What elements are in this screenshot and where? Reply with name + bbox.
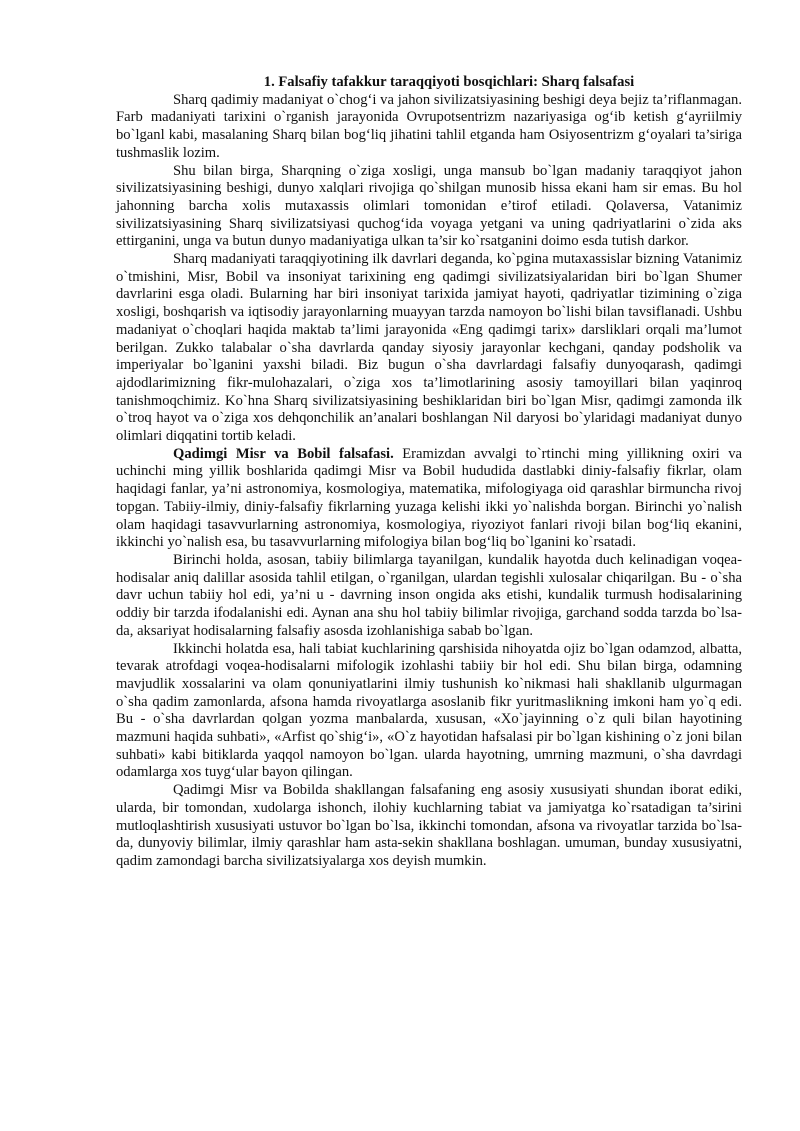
paragraph-text: Eramizdan avvalgi to`rtinchi ming yillikning oxiri va uchinchi ming yillik boshlarida qadimgi Misr va Bobil hududida dastlabki diniy-falsafiy fikrlar, olam haqidagi fanlar, ya’ni astronomiya, kosmologiya, matematika, mifologiyaga oid qarashlar birmuncha rivoj topgan. Tabiiy-ilmiy, diniy-falsafiy fikrlarning yuzaga kelishi ikki yo`nalishda borgan. Birinchi yo`nalish olam haqidagi tasavvurlarning astronomiya, kosmologiya, riyoziyot fanlari rivoji bilan bog‘liq ekanini, ikkinchi yo`nalish esa, bu tasavvurlarning mifologiya bilan bog‘liq bo`lganini ko`rsatadi. [116, 445, 742, 551]
paragraph-4 [116, 446, 742, 552]
paragraph-text: Qadimgi Misr va Bobilda shakllangan falsafaning eng asosiy xususiyati shundan iborat ediki, ularda, bir tomondan, xudolarga ishonch, ilohiy kuchlarning tabiat va jamiyatga ko`rsatadigan ta’sirini mutloqlashtirish xususiyati ustuvor bo`lgan bo`lsa, ikkinchi tomondan, afsona va rivoyatlar tarzida bo`lsa-da, dunyoviy bilimlar, ilmiy qarashlar ham asta-sekin shakllana boshlagan. umuman, bunday xususiyatni, qadim zamondagi barcha sivilizatsiyalarga xos deyish mumkin. [116, 782, 742, 869]
paragraph-6 [116, 641, 742, 783]
paragraph-1 [116, 92, 742, 163]
paragraph-text: Sharq madaniyati taraqqiyotining ilk davrlari deganda, ko`pgina mutaxassislar bizning Vatanimiz o`tmishini, Misr, Bobil va insoniyat tarixining eng qadimgi sivilizatsiyalaridan biri bo`lgan Shumer davrlarini esga oladi. Bularning har biri insoniyat tarixida jamiyat hayoti, qadriyatlar tizimining o`ziga xosligi, boshqarish va iqtisodiy jarayonlarning muayyan tarzda namoyon bo`lishi bilan tavsiflanadi. Ushbu madaniyat o`choqlari haqida maktab ta’limi jarayonida «Eng qadimgi tarix» darsliklari orqali ma’lumot berilgan. Zukko talabalar o`sha davrlarda qanday siyosiy jarayonlar kechgani, qanday podsholik va imperiyalar bo`lganini yaxshi biladi. Biz bugun o`sha davrlardagi falsafiy dunyoqarash, qadimgi ajdodlarimizning fikr-mulohazalari, o`ziga xos ta’limotlarining asosiy tamoyillari bilan yaqinroq tanishmoqchimiz. Ko`hna Sharq sivilizatsiyasining beshiklaridan biri bo`lgan Misr, qadimgi zamonda ilk o`troq hayot va o`ziga xos dehqonchilik an’analari boshlangan Nil daryosi bo`ylaridagi madaniyat dunyo olimlari diqqatini tortib keladi. [116, 251, 742, 445]
paragraph-5 [116, 552, 742, 641]
paragraph-3 [116, 251, 742, 446]
paragraph-text: Sharq qadimiy madaniyat o`chog‘i va jahon sivilizatsiyasining beshigi deya bejiz ta’riflanmagan. Farb madaniyati tarixini o`rganish jarayonida Ovrupotsentrizm nazariyasiga og‘ib ketish g‘ayriilmiy bo`lganl kabi, masalaning Sharq bilan bog‘liq jihatini tahlil etganda ham Osiyosentrizm g‘oyalari ta’siriga tushmaslik lozim. [116, 91, 742, 161]
paragraph-2 [116, 163, 742, 252]
paragraph-text: Birinchi holda, asosan, tabiiy bilimlarga tayanilgan, kundalik hayotda duch kelinadigan voqea-hodisalar aniq dalillar asosida tahlil etilgan, o`rganilgan, ulardan tegishli xulosalar chiqarilgan. Bu - o`sha davr uchun tabiiy hol edi, ya’ni u - davrning inson ongida aks etishi, kundalik turmush hodisalarining oddiy bir tarzda ifodalanishi edi. Aynan ana shu hol tabiiy bilimlar rivojiga, garchand sodda tarzda bo`lsa-da, aksariyat hodisalarning falsafiy asosda izohlanishiga sabab bo`lgan. [116, 551, 742, 639]
paragraph-7 [116, 782, 742, 871]
paragraph-text: Shu bilan birga, Sharqning o`ziga xosligi, unga mansub bo`lgan madaniy taraqqiyot jahon sivilizatsiyasining beshigi, dunyo xalqlari rivojiga qo`shilgan munosib hissa ekani ham sir emas. Bu hol jahonning barcha xolis mutaxassis olimlari tomonidan e’tirof etiladi. Qolaversa, Vatanimiz sivilizatsiyasining Sharq sivilizatsiyasi quchog‘ida voyaga yetgani va uning qadriyatlarini o`zida aks ettirganini, unga va butun dunyo madaniyatiga ulkan ta’sir ko`rsatganini doimo esda tutish darkor. [116, 162, 742, 250]
paragraph-heading: Qadimgi Misr va Bobil falsafasi. [173, 445, 394, 462]
paragraph-text: Ikkinchi holatda esa, hali tabiat kuchlarining qarshisida nihoyatda ojiz bo`lgan odamzod, albatta, tevarak atrofdagi voqea-hodisalarni mifologik izohlashi tabiiy bir hol edi. Shu bilan birga, odamning mavjudlik xossalarini va olam qonuniyatlarini ilmiy tushunish ko`nikmasi hali shakllanib ulgurmagan o`sha qadim zamonlarda, afsona hamda rivoyatlarga asoslanib fikr yuritmaslikning imkoni ham yo`q edi. Bu - o`sha davrlardan qolgan yozma manbalarda, xususan, «Xo`jayinning o`z quli bilan hayotining mazmuni haqida suhbati», «Arfist qo`shig‘i», «O`z hayotidan hafsalasi pir bo`lgan kishining o`z joni bilan suhbati» kabi bitiklarda yaqqol namoyon bo`lgan. ularda hayotning, umrning mazmuni, o`sha davrdagi odamlarga xos tuyg‘ular bayon qilingan. [116, 640, 742, 781]
section-title: 1. Falsafiy tafakkur taraqqiyoti bosqichlari: Sharq falsafasi [263, 74, 635, 90]
